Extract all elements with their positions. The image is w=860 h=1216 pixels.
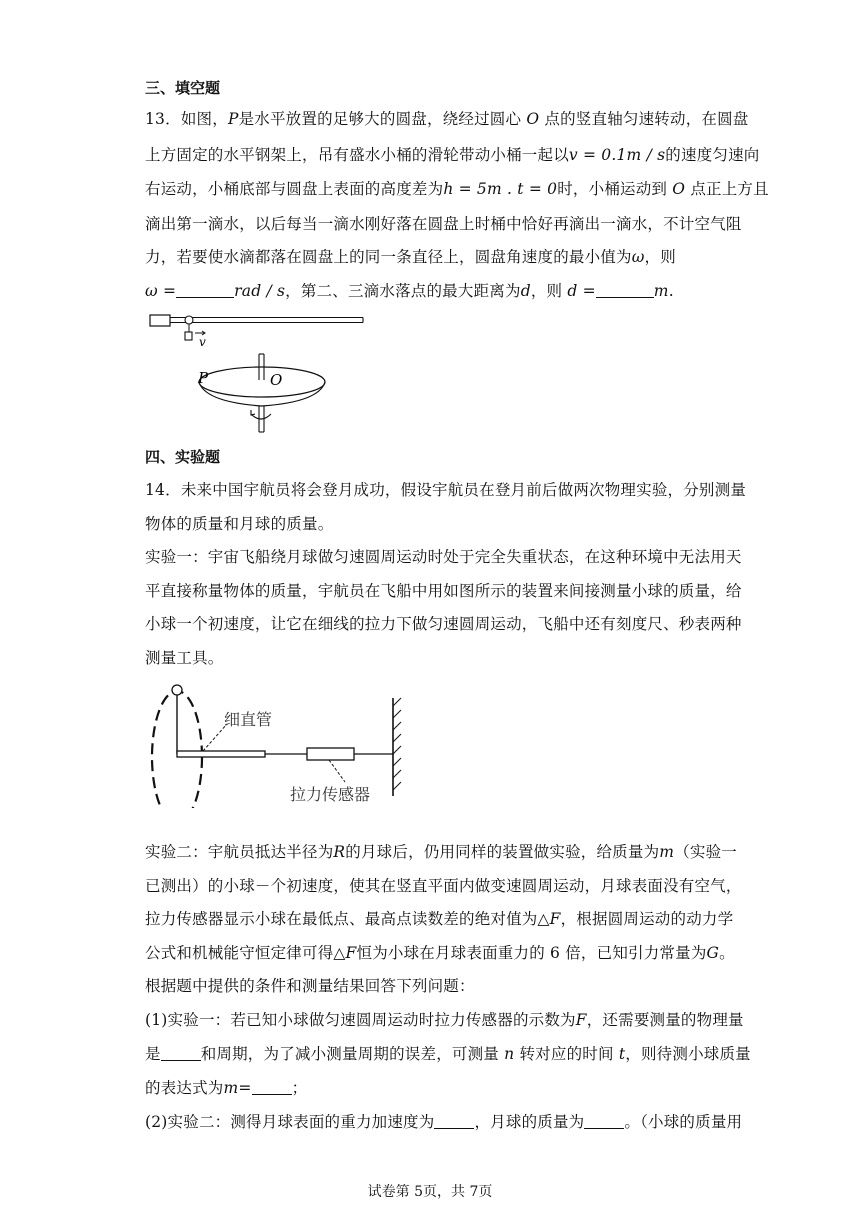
answer-blank-distance[interactable] [596,283,654,298]
q14-exp2-line-2: 已测出）的小球－个初速度，使其在竖直平面内做变速圆周运动，月球表面没有空气， [145,877,742,895]
q14-sub2-line-1: (2)实验二：测得月球表面的重力加速度为 ，月球的质量为 。（小球的质量用 [145,1113,743,1131]
water-bucket [185,332,192,340]
sensor-leader-line [329,760,345,782]
center-label-o: O [270,371,283,389]
pulley-wheel [185,316,193,324]
q14-sub1-line-2: 是 和周期，为了减小测量周期的误差，可测量 n 转对应的时间 t，则待测小球质量 [145,1045,751,1063]
answer-blank-moon-mass[interactable] [584,1114,624,1129]
ball [172,685,182,695]
answer-blank-mass[interactable] [252,1080,292,1095]
answer-blank-quantity[interactable] [161,1046,201,1061]
tube-label: 细直管 [224,710,273,729]
answer-blank-omega[interactable] [176,283,234,298]
q13-line-1: 13．如图，P是水平放置的足够大的圆盘，绕经过圆心 O 点的竖直轴匀速转动，在圆盘 [145,110,749,128]
q14-line-1: 14．未来中国宇航员将会登月成功，假设宇航员在登月前后做两次物理实验，分别测量 [145,481,747,499]
disk-label-p: P [198,369,209,387]
q13-line-6: ω = rad / s，第二、三滴水落点的最大距离为d，则 d = m. [145,282,674,300]
velocity-label: v [199,335,206,349]
q14-sub1-line-3: 的表达式为m= ； [145,1079,308,1097]
q14-exp1-line-4: 测量工具。 [145,649,224,667]
rotating-disk-figure [145,306,375,436]
q14-sub1-line-1: (1)实验一：若已知小球做匀速圆周运动时拉力传感器的示数为F，还需要测量的物理量 [145,1011,744,1029]
thin-tube [177,751,265,757]
disk-bottom-curve [199,382,325,406]
q14-exp2-line-3: 拉力传感器显示小球在最低点、最高点读数差的绝对值为△F，根据圆周运动的动力学 [145,910,734,928]
q14-exp2-line-5: 根据题中提供的条件和测量结果回答下列问题： [145,977,475,995]
tension-sensor [307,748,354,760]
q13-line-4: 滴出第一滴水，以后每当一滴水刚好落在圆盘上时桶中恰好再滴出一滴水，不计空气阻 [145,215,742,233]
q13-line-3: 右运动，小桶底部与圆盘上表面的高度差为h = 5m . t = 0时，小桶运动到 O 点正上方且 [145,180,769,198]
answer-blank-gravity[interactable] [434,1114,474,1129]
q14-exp1-line-3: 小球一个初速度，让它在细线的拉力下做匀速圆周运动，飞船中还有刻度尺、秒表两种 [145,615,742,633]
q13-line-2: 上方固定的水平钢架上，吊有盛水小桶的滑轮带动小桶一起以v = 0.1m / s的速度匀速向 [145,146,760,164]
q14-line-2: 物体的质量和月球的质量。 [145,515,334,533]
section-heading-experiment: 四、实验题 [145,448,221,466]
section-heading-fill: 三、填空题 [145,79,221,97]
tension-sensor-figure [145,682,415,808]
q14-exp2-line-1: 实验二：宇航员抵达半径为R的月球后，仍用同样的装置做实验，给质量为m（实验一 [145,843,738,861]
q14-exp1-line-1: 实验一：宇宙飞船绕月球做匀速圆周运动时处于完全失重状态，在这种环境中无法用天 [145,548,742,566]
page-footer: 试卷第 5页，共 7页 [367,1184,493,1200]
sensor-label: 拉力传感器 [290,785,371,804]
disk-top-ellipse [199,367,325,397]
q13-line-5: 力，若要使水滴都落在圆盘上的同一条直径上，圆盘角速度的最小值为ω，则 [145,248,676,266]
pulley-block [150,315,170,326]
q14-exp1-line-2: 平直接称量物体的质量，宇航员在飞船中用如图所示的装置来间接测量小球的质量，给 [145,582,742,600]
q14-exp2-line-4: 公式和机械能守恒定律可得△F恒为小球在月球表面重力的 6 倍，已知引力常量为G。 [145,944,735,962]
